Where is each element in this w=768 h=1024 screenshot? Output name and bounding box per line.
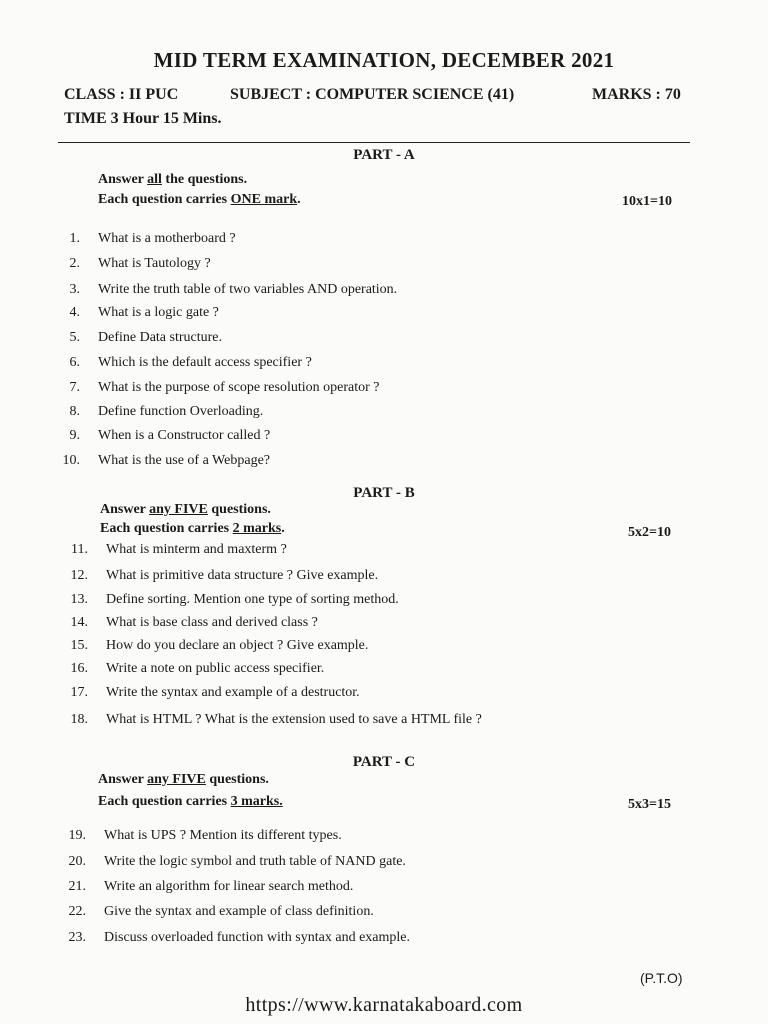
part-b-instruction-2: Each question carries 2 marks. xyxy=(100,521,285,536)
part-c-heading: PART - C xyxy=(352,754,416,770)
question-number: 22. xyxy=(68,904,86,919)
part-b-instruction-1: Answer any FIVE questions. xyxy=(100,502,271,517)
question-text: Write an algorithm for linear search method. xyxy=(104,879,354,894)
question-number: 8. xyxy=(69,404,80,419)
question-text: What is the use of a Webpage? xyxy=(98,453,270,468)
question-number: 2. xyxy=(69,256,80,271)
header-divider xyxy=(58,142,690,143)
question-text: Define Data structure. xyxy=(98,330,222,345)
question-number: 6. xyxy=(69,355,80,370)
question-text: What is a logic gate ? xyxy=(98,305,219,320)
part-b-marks: 5x2=10 xyxy=(628,525,671,540)
question-number: 11. xyxy=(71,542,88,557)
question-text: What is HTML ? What is the extension used to save a HTML file ? xyxy=(106,712,482,727)
question-number: 23. xyxy=(68,930,86,945)
subject-label: SUBJECT : COMPUTER SCIENCE (41) xyxy=(230,86,515,103)
question-text: Define sorting. Mention one type of sorting method. xyxy=(106,592,399,607)
question-text: What is minterm and maxterm ? xyxy=(106,542,287,557)
question-text: Give the syntax and example of class definition. xyxy=(104,904,374,919)
question-text: Which is the default access specifier ? xyxy=(98,355,312,370)
question-number: 7. xyxy=(69,380,80,395)
question-text: Discuss overloaded function with syntax and example. xyxy=(104,930,410,945)
time-label: TIME 3 Hour 15 Mins. xyxy=(64,110,222,127)
question-number: 9. xyxy=(69,428,80,443)
question-text: What is a motherboard ? xyxy=(98,231,236,246)
exam-title: MID TERM EXAMINATION, DECEMBER 2021 xyxy=(153,48,615,72)
question-text: Write the truth table of two variables AND operation. xyxy=(98,282,398,297)
question-number: 5. xyxy=(69,330,80,345)
part-a-instruction-2: Each question carries ONE mark. xyxy=(98,192,301,207)
question-number: 10. xyxy=(62,453,80,468)
question-text: When is a Constructor called ? xyxy=(98,428,271,443)
part-a-instruction-1: Answer all the questions. xyxy=(98,172,248,187)
question-text: Write the syntax and example of a destructor. xyxy=(106,685,360,700)
question-number: 12. xyxy=(70,568,88,583)
source-url: https://www.karnatakaboard.com xyxy=(245,994,523,1016)
part-c-instruction-2: Each question carries 3 marks. xyxy=(98,794,283,809)
class-label: CLASS : II PUC xyxy=(64,86,179,103)
question-number: 18. xyxy=(70,712,88,727)
question-number: 17. xyxy=(70,685,88,700)
question-text: Write the logic symbol and truth table of NAND gate. xyxy=(104,854,406,869)
part-b-heading: PART - B xyxy=(353,485,415,501)
question-number: 13. xyxy=(70,592,88,607)
question-number: 19. xyxy=(68,828,86,843)
please-turn-over: (P.T.O) xyxy=(640,970,683,986)
question-text: What is base class and derived class ? xyxy=(106,615,318,630)
part-c-marks: 5x3=15 xyxy=(628,797,671,812)
question-text: Define function Overloading. xyxy=(98,404,264,419)
part-a-marks: 10x1=10 xyxy=(622,194,672,209)
question-text: How do you declare an object ? Give example. xyxy=(106,638,369,653)
marks-label: MARKS : 70 xyxy=(592,86,681,103)
question-number: 16. xyxy=(70,661,88,676)
question-number: 15. xyxy=(70,638,88,653)
question-number: 4. xyxy=(69,305,80,320)
question-number: 14. xyxy=(70,615,88,630)
question-number: 21. xyxy=(68,879,86,894)
part-a-heading: PART - A xyxy=(353,147,415,163)
question-text: What is primitive data structure ? Give example. xyxy=(106,568,379,583)
question-number: 1. xyxy=(69,231,80,246)
question-number: 20. xyxy=(68,854,86,869)
part-c-instruction-1: Answer any FIVE questions. xyxy=(98,772,269,787)
question-text: What is UPS ? Mention its different types. xyxy=(104,828,342,843)
question-number: 3. xyxy=(69,282,80,297)
question-text: What is the purpose of scope resolution operator ? xyxy=(98,380,380,395)
question-text: What is Tautology ? xyxy=(98,256,211,271)
question-text: Write a note on public access specifier. xyxy=(106,661,325,676)
